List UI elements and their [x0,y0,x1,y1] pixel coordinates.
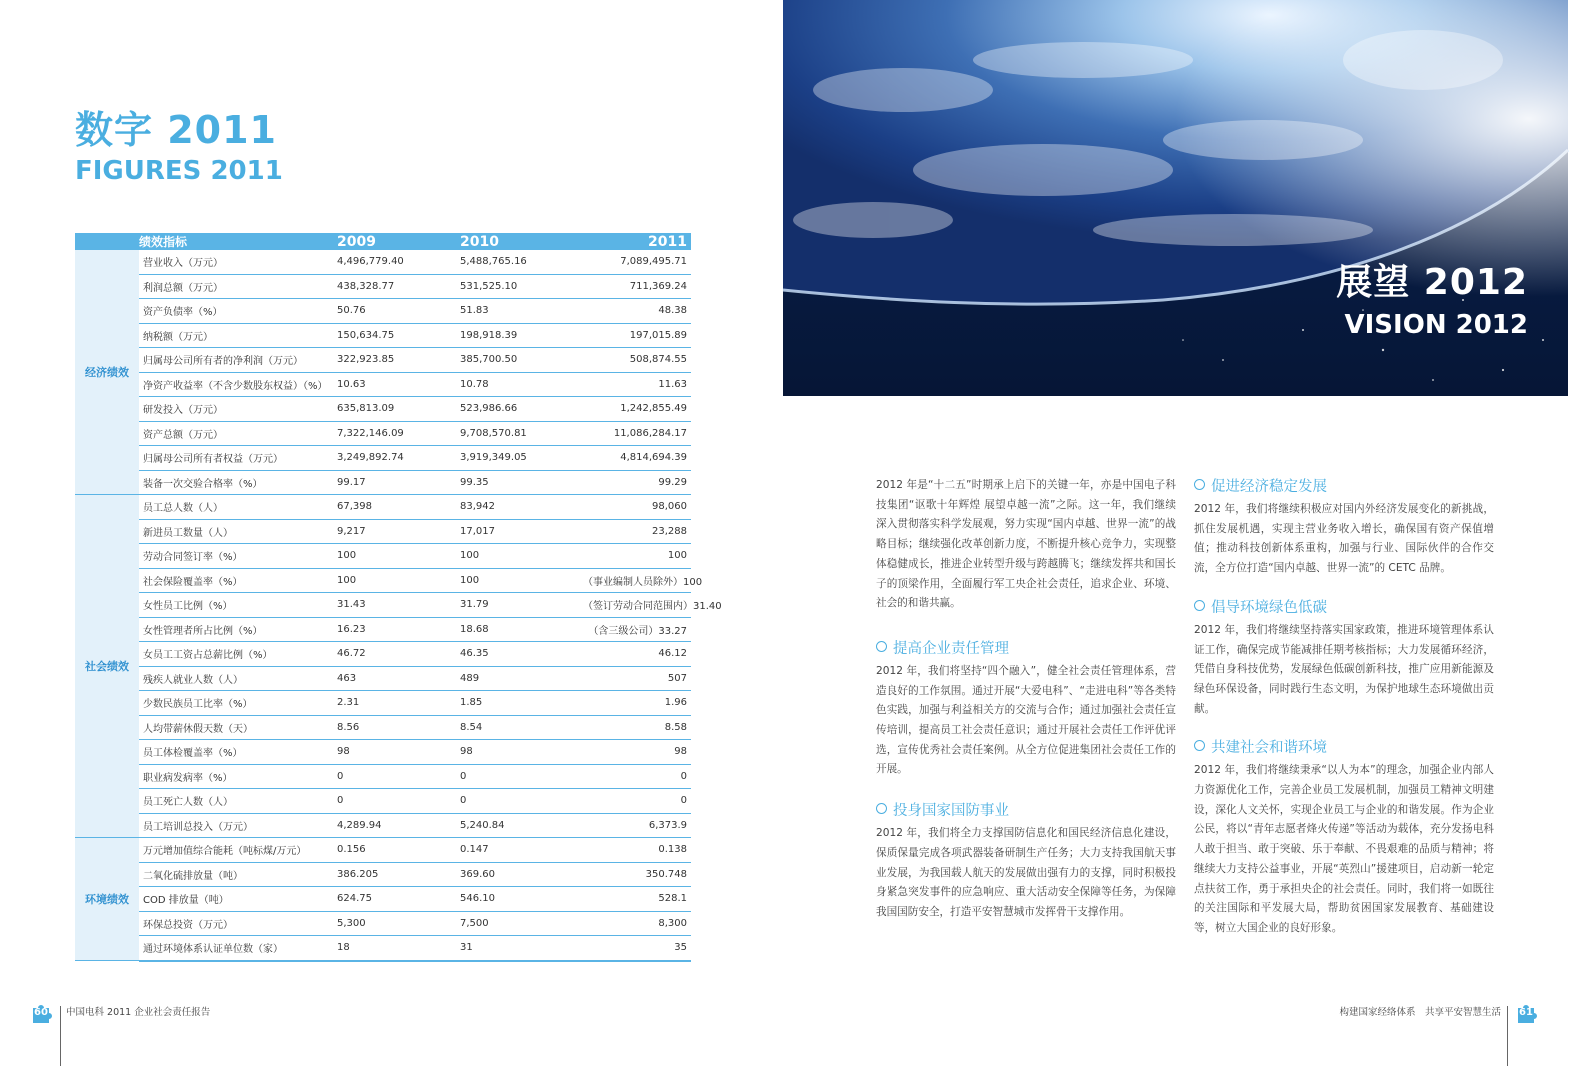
circle-bullet-icon [876,803,887,814]
table-indicator-cell: 员工总人数（人） [139,495,337,520]
text-column-right [1194,476,1494,939]
table-indicator-cell: 万元增加值综合能耗（吨标煤/万元） [139,838,337,863]
table-indicator-cell: 劳动合同签订率（%） [139,544,337,569]
table-value-2011: 99.29 [583,470,691,495]
table-row [75,813,691,838]
table-value-2010: 31.79 [460,593,583,618]
page-title-cn: 数字 2011 [75,108,277,152]
table-value-2011: 35 [583,936,691,961]
table-value-2010: 17,017 [460,519,583,544]
table-row [75,666,691,691]
table-value-2009: 2.31 [337,691,460,716]
table-indicator-cell: 社会保险覆盖率（%） [139,568,337,593]
table-value-2009: 5,300 [337,911,460,936]
table-value-2010: 369.60 [460,862,583,887]
table-value-2011: 8.58 [583,715,691,740]
table-value-2009: 8.56 [337,715,460,740]
table-value-2010: 531,525.10 [460,274,583,299]
section-heading [876,800,1176,822]
table-indicator-cell: 通过环境体系认证单位数（家） [139,936,337,961]
table-header-2011: 2011 [583,233,691,250]
table-row [75,250,691,274]
table-indicator-cell: 归属母公司所有者的净利润（万元） [139,348,337,373]
table-value-2010: 7,500 [460,911,583,936]
table-value-2011: 8,300 [583,911,691,936]
table-value-2009: 3,249,892.74 [337,446,460,471]
table-value-2011: 197,015.89 [583,323,691,348]
section-heading-text: 促进经济稳定发展 [1211,479,1327,495]
table-indicator-cell: 女性管理者所占比例（%） [139,617,337,642]
table-value-2010: 3,919,349.05 [460,446,583,471]
section-body: 2012 年，我们将全力支撑国防信息化和国民经济信息化建设，保质保量完成各项武器装备研制生产任务；大力支持我国航天事业发展，为我国载人航天的发展做出强有力的支撑，同时积极投身紧急突发事件的应急响应、重大活动安全保障等任务，为保障我国国防安全，打造平安智慧城市发挥骨干支撑作用。 [876,827,1176,918]
table-value-2011: 6,373.9 [583,813,691,838]
table-value-2011: （含三级公司）33.27 [583,617,691,642]
table-value-2009: 4,289.94 [337,813,460,838]
table-row [75,764,691,789]
table-indicator-cell: 员工死亡人数（人） [139,789,337,814]
table-value-2010: 51.83 [460,299,583,324]
intro-paragraph: 2012 年是“十二五”时期承上启下的关键一年，亦是中国电子科技集团“讴歌十年辉煌 展望卓越一流”之际。这一年，我们继续深入贯彻落实科学发展观，努力实现“国内卓越、世界一流”的战略目标；继续强化改革创新力度，不断提升核心竞争力，实现整体稳健成长，推进企业转型升级与跨越腾飞；继续发挥共和国长子的顶梁作用，全面履行军工央企社会责任，追求企业、环境、社会的和谐共赢。 [876,479,1176,610]
table-row [75,299,691,324]
table-indicator-cell: 职业病发病率（%） [139,764,337,789]
circle-bullet-icon [1194,740,1205,751]
table-category-cell: 经济绩效 [75,250,139,495]
table-value-2009: 0 [337,764,460,789]
table-value-2011: 711,369.24 [583,274,691,299]
table-value-2009: 624.75 [337,887,460,912]
table-indicator-cell: 女性员工比例（%） [139,593,337,618]
table-value-2009: 10.63 [337,372,460,397]
table-indicator-cell: 净资产收益率（不含少数股东权益）（%） [139,372,337,397]
table-value-2011: 350.748 [583,862,691,887]
vision-title-cn: 展望 2012 [1336,262,1528,303]
table-value-2009: 4,496,779.40 [337,250,460,274]
section-heading [1194,737,1494,759]
table-value-2011: 98,060 [583,495,691,520]
table-value-2009: 31.43 [337,593,460,618]
circle-bullet-icon [1194,479,1205,490]
table-indicator-cell: 环保总投资（万元） [139,911,337,936]
table-value-2009: 67,398 [337,495,460,520]
table-value-2009: 386.205 [337,862,460,887]
table-row [75,838,691,863]
table-value-2009: 50.76 [337,299,460,324]
table-value-2011: 7,089,495.71 [583,250,691,274]
table-indicator-cell: 新进员工数量（人） [139,519,337,544]
table-row [75,323,691,348]
table-value-2010: 18.68 [460,617,583,642]
section-body: 2012 年，我们将继续积极应对国内外经济发展变化的新挑战，抓住发展机遇，实现主营业务收入增长，确保国有资产保值增值；推动科技创新体系重构，加强与行业、国际伙伴的合作交流，全方位打造“国内卓越、世界一流”的 CETC 品牌。 [1194,503,1494,575]
table-value-2011: 100 [583,544,691,569]
table-value-2009: 9,217 [337,519,460,544]
table-row [75,348,691,373]
section-heading-text: 倡导环境绿色低碳 [1211,599,1327,616]
table-row [75,568,691,593]
table-value-2009: 16.23 [337,617,460,642]
table-row [75,274,691,299]
table-value-2009: 463 [337,666,460,691]
table-indicator-cell: 员工体检覆盖率（%） [139,740,337,765]
circle-bullet-icon [1194,600,1205,611]
table-row [75,421,691,446]
table-category-cell: 社会绩效 [75,495,139,838]
page-number-right [1515,1003,1537,1025]
page-number-right-text: 61 [1519,1007,1533,1018]
table-value-2011: 507 [583,666,691,691]
table-row [75,887,691,912]
table-value-2010: 5,240.84 [460,813,583,838]
table-header-2010: 2010 [460,233,583,250]
table-value-2010: 1.85 [460,691,583,716]
table-indicator-cell: 营业收入（万元） [139,250,337,274]
table-value-2009: 46.72 [337,642,460,667]
circle-bullet-icon [876,641,887,652]
figures-table [75,233,722,962]
section-heading [1194,476,1494,498]
table-header-indicator: 绩效指标 [139,233,337,250]
footer-divider-left [60,1006,61,1066]
table-value-2010: 0.147 [460,838,583,863]
table-value-2011: 48.38 [583,299,691,324]
table-row [75,715,691,740]
table-value-2009: 18 [337,936,460,961]
table-value-2011: 23,288 [583,519,691,544]
table-value-2011: 528.1 [583,887,691,912]
page-number-left-text: 60 [34,1007,48,1018]
table-value-2010: 10.78 [460,372,583,397]
table-value-2010: 8.54 [460,715,583,740]
table-value-2009: 438,328.77 [337,274,460,299]
table-row [75,470,691,495]
table-value-2010: 0 [460,764,583,789]
table-indicator-cell: 残疾人就业人数（人） [139,666,337,691]
table-value-2009: 0.156 [337,838,460,863]
section-body: 2012 年，我们将继续坚持落实国家政策，推进环境管理体系认证工作，确保完成节能减排任期考核指标；大力发展循环经济，凭借自身科技优势，发展绿色低碳创新科技，推广应用新能源及绿色环保设备，同时践行生态文明，为保护地球生态环境做出贡献。 [1194,623,1494,715]
table-value-2010: 523,986.66 [460,397,583,422]
table-row [75,642,691,667]
table-header-2009: 2009 [337,233,460,250]
table-indicator-cell: 研发投入（万元） [139,397,337,422]
table-indicator-cell: 人均带薪休假天数（天） [139,715,337,740]
text-column-left [876,476,1176,923]
table-value-2010: 546.10 [460,887,583,912]
vision-title-en: VISION 2012 [1344,310,1528,340]
page-title-en: FIGURES 2011 [75,156,283,186]
table-value-2010: 100 [460,544,583,569]
table-value-2010: 0 [460,789,583,814]
table-value-2009: 99.17 [337,470,460,495]
table-value-2011: 1.96 [583,691,691,716]
table-header-row [75,233,691,250]
table-value-2011: 11.63 [583,372,691,397]
table-value-2011: 4,814,694.39 [583,446,691,471]
table-value-2011: （签订劳动合同范围内）31.40 [583,593,691,618]
section-heading [1194,597,1494,619]
table-value-2010: 198,918.39 [460,323,583,348]
footer-divider-right [1507,1006,1508,1066]
table-value-2009: 635,813.09 [337,397,460,422]
table-value-2009: 0 [337,789,460,814]
table-indicator-cell: 资产总额（万元） [139,421,337,446]
table-indicator-cell: 归属母公司所有者权益（万元） [139,446,337,471]
table-header-blank [75,233,139,250]
footer-slogan: 构建国家经络体系 共享平安智慧生活 [1339,1007,1501,1018]
table-value-2010: 385,700.50 [460,348,583,373]
section-heading-text: 共建社会和谐环境 [1211,740,1327,757]
table-row [75,617,691,642]
table-value-2010: 46.35 [460,642,583,667]
section-body: 2012 年，我们将坚持“四个融入”，健全社会责任管理体系，营造良好的工作氛围。通过开展“大爱电科”、“走进电科”等各类特色实践，加强与利益相关方的交流与合作；通过加强社会责任宣传培训，提高员工社会责任意识；通过开展社会责任工作评优评选，宣传优秀社会责任案例。从全方位促进集团社会责任工作的开展。 [876,664,1176,776]
page-number-left [30,1003,52,1025]
table-value-2010: 100 [460,568,583,593]
table-value-2010: 83,942 [460,495,583,520]
table-value-2011: 0.138 [583,838,691,863]
table-indicator-cell: 资产负债率（%） [139,299,337,324]
table-value-2009: 322,923.85 [337,348,460,373]
table-value-2011: 46.12 [583,642,691,667]
table-value-2009: 150,634.75 [337,323,460,348]
table-indicator-cell: 装备一次交验合格率（%） [139,470,337,495]
section-heading-text: 提高企业责任管理 [893,640,1009,657]
table-row [75,495,691,520]
table-row [75,740,691,765]
table-value-2010: 489 [460,666,583,691]
footer-report-title: 中国电科 2011 企业社会责任报告 [66,1007,211,1018]
table-indicator-cell: 纳税额（万元） [139,323,337,348]
table-category-cell: 环境绩效 [75,838,139,961]
table-row [75,372,691,397]
table-row [75,397,691,422]
table-row [75,519,691,544]
table-row [75,789,691,814]
table-row [75,593,691,618]
table-value-2011: 0 [583,789,691,814]
table-value-2011: （事业编制人员除外）100 [583,568,691,593]
vision-title-block [1336,262,1528,342]
table-value-2010: 99.35 [460,470,583,495]
section-heading-text: 投身国家国防事业 [893,803,1009,820]
table-value-2010: 98 [460,740,583,765]
page-title-block [75,108,283,188]
table-value-2011: 0 [583,764,691,789]
table-indicator-cell: 少数民族员工比率（%） [139,691,337,716]
table-indicator-cell: COD 排放量（吨） [139,887,337,912]
table-row [75,911,691,936]
table-row [75,544,691,569]
table-value-2010: 9,708,570.81 [460,421,583,446]
table-value-2011: 1,242,855.49 [583,397,691,422]
earth-image [783,0,1568,396]
table-value-2010: 5,488,765.16 [460,250,583,274]
table-value-2011: 98 [583,740,691,765]
table-indicator-cell: 员工培训总投入（万元） [139,813,337,838]
table-indicator-cell: 利润总额（万元） [139,274,337,299]
table-row [75,691,691,716]
table-value-2009: 7,322,146.09 [337,421,460,446]
table-body [75,250,722,961]
table-value-2010: 31 [460,936,583,961]
table-value-2009: 100 [337,568,460,593]
section-body: 2012 年，我们将继续秉承“以人为本”的理念，加强企业内部人力资源优化工作，完善企业员工发展机制，加强员工精神文明建设，深化人文关怀，实现企业员工与企业的和谐发展。作为企业公民，将以“青年志愿者烽火传递”等活动为载体，充分发扬电科人敢于担当、敢于突破、乐于奉献、不畏艰难的品质与精神；将继续大力支持公益事业，开展“英烈山”援建项目，启动新一轮定点扶贫工作，勇于承担央企的社会责任。同时，我们将一如既往的关注国际和平发展大局，帮助贫困国家发展教育、基础建设等，树立大国企业的良好形象。 [1194,764,1494,934]
table-value-2011: 11,086,284.17 [583,421,691,446]
table-row [75,862,691,887]
table-value-2009: 98 [337,740,460,765]
table-indicator-cell: 女员工工资占总薪比例（%） [139,642,337,667]
table-indicator-cell: 二氧化硫排放量（吨） [139,862,337,887]
table-row [75,446,691,471]
table-value-2011: 508,874.55 [583,348,691,373]
section-heading [876,638,1176,660]
table-value-2009: 100 [337,544,460,569]
table-row [75,936,691,961]
